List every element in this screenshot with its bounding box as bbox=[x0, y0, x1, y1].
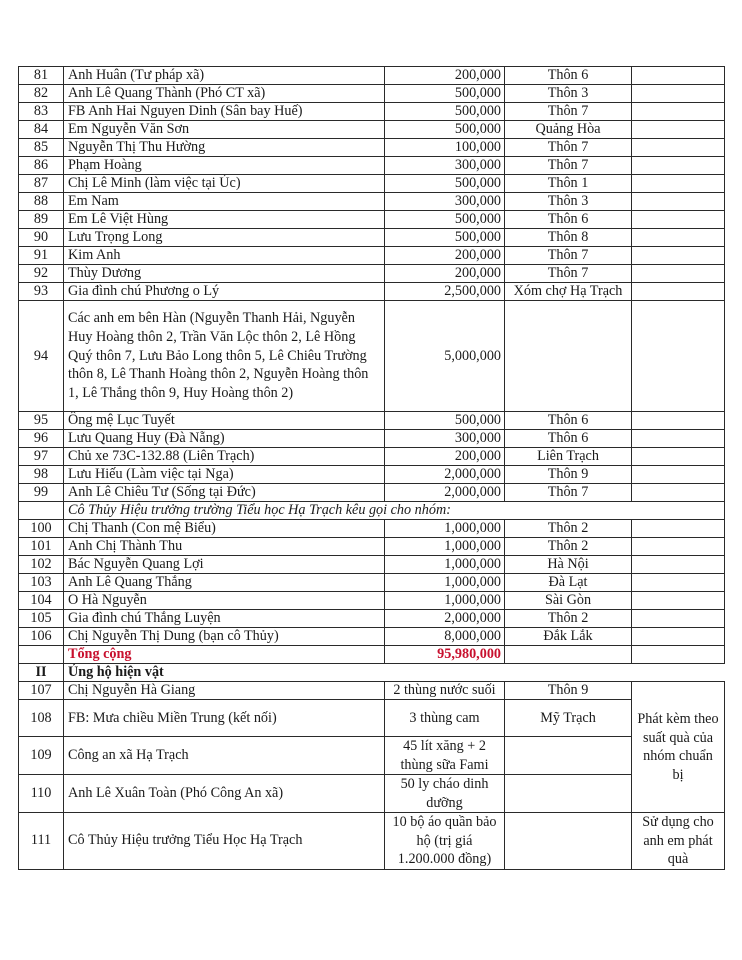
donation-amount: 1,000,000 bbox=[385, 592, 505, 610]
table-row bbox=[19, 412, 725, 430]
note-cell bbox=[632, 157, 725, 175]
row-number: 109 bbox=[19, 737, 64, 775]
donated-item: 3 thùng cam bbox=[385, 700, 505, 737]
donation-amount: 500,000 bbox=[385, 121, 505, 139]
row-number: 83 bbox=[19, 103, 64, 121]
row-number: 99 bbox=[19, 484, 64, 502]
note-cell bbox=[632, 484, 725, 502]
row-number: 106 bbox=[19, 628, 64, 646]
donor-name: Kim Anh bbox=[64, 247, 385, 265]
donation-amount: 200,000 bbox=[385, 247, 505, 265]
donation-amount: 1,000,000 bbox=[385, 538, 505, 556]
donation-amount: 8,000,000 bbox=[385, 628, 505, 646]
row-number: 103 bbox=[19, 574, 64, 592]
section-header-row bbox=[19, 664, 725, 682]
donor-name: Gia đình chú Thắng Luyện bbox=[64, 610, 385, 628]
table-row bbox=[19, 283, 725, 301]
row-number: 81 bbox=[19, 67, 64, 85]
donor-location: Thôn 7 bbox=[505, 484, 632, 502]
table-row bbox=[19, 737, 725, 775]
donor-location bbox=[505, 301, 632, 412]
note-cell bbox=[632, 265, 725, 283]
donor-location: Thôn 2 bbox=[505, 538, 632, 556]
note-cell bbox=[632, 556, 725, 574]
donation-amount: 300,000 bbox=[385, 430, 505, 448]
row-number: 108 bbox=[19, 700, 64, 737]
donation-amount: 500,000 bbox=[385, 211, 505, 229]
donor-location: Thôn 6 bbox=[505, 211, 632, 229]
donation-amount: 1,000,000 bbox=[385, 574, 505, 592]
donor-name: FB Anh Hai Nguyen Dinh (Sân bay Huế) bbox=[64, 103, 385, 121]
donor-name: Chị Nguyễn Thị Dung (bạn cô Thủy) bbox=[64, 628, 385, 646]
donor-location: Thôn 6 bbox=[505, 430, 632, 448]
note-cell bbox=[632, 211, 725, 229]
row-number: 84 bbox=[19, 121, 64, 139]
row-number: 82 bbox=[19, 85, 64, 103]
note-cell bbox=[632, 85, 725, 103]
table-row bbox=[19, 211, 725, 229]
donor-name: Cô Thủy Hiệu trưởng Tiểu Học Hạ Trạch bbox=[64, 813, 385, 870]
table-row bbox=[19, 700, 725, 737]
donor-location: Thôn 7 bbox=[505, 139, 632, 157]
donation-amount: 2,000,000 bbox=[385, 466, 505, 484]
donation-amount: 500,000 bbox=[385, 175, 505, 193]
note-cell bbox=[632, 430, 725, 448]
table-row bbox=[19, 484, 725, 502]
distribution-note: Phát kèm theo suất quà của nhóm chuẩn bị bbox=[632, 682, 725, 813]
donor-name: Anh Lê Xuân Toàn (Phó Công An xã) bbox=[64, 775, 385, 813]
donor-location: Thôn 6 bbox=[505, 412, 632, 430]
table-row bbox=[19, 193, 725, 211]
row-number: 93 bbox=[19, 283, 64, 301]
table-row bbox=[19, 103, 725, 121]
note-cell bbox=[632, 229, 725, 247]
table-row bbox=[19, 247, 725, 265]
table-row bbox=[19, 556, 725, 574]
donor-name: Chị Lê Minh (làm việc tại Úc) bbox=[64, 175, 385, 193]
total-row bbox=[19, 646, 725, 664]
table-row bbox=[19, 628, 725, 646]
table-row bbox=[19, 775, 725, 813]
donor-location: Thôn 6 bbox=[505, 67, 632, 85]
donor-location: Thôn 9 bbox=[505, 466, 632, 484]
donation-amount: 1,000,000 bbox=[385, 556, 505, 574]
donor-name: FB: Mưa chiều Miền Trung (kết nối) bbox=[64, 700, 385, 737]
donor-name: Phạm Hoàng bbox=[64, 157, 385, 175]
donor-name: Các anh em bên Hàn (Nguyễn Thanh Hải, Nguyễn Huy Hoàng thôn 2, Trần Văn Lộc thôn 2, Lê Hồng Quý thôn 7, Lưu Bảo Long thôn 5, Lê Chiêu Trường thôn 8, Lê Thanh Hoàng thôn 2, Nguyễn Hoàng thôn 1, Lê Thắng thôn 9, Huy Hoàng thôn 2) bbox=[64, 301, 385, 412]
donor-location: Thôn 7 bbox=[505, 265, 632, 283]
donor-name: Lưu Quang Huy (Đà Nẵng) bbox=[64, 430, 385, 448]
donor-location: Thôn 2 bbox=[505, 520, 632, 538]
donor-name: Nguyễn Thị Thu Hường bbox=[64, 139, 385, 157]
donation-amount: 200,000 bbox=[385, 265, 505, 283]
table-row bbox=[19, 610, 725, 628]
note-cell bbox=[632, 412, 725, 430]
note-cell bbox=[632, 121, 725, 139]
donation-amount: 500,000 bbox=[385, 229, 505, 247]
donor-name: Thùy Dương bbox=[64, 265, 385, 283]
note-cell bbox=[632, 301, 725, 412]
donor-name: Chị Nguyễn Hà Giang bbox=[64, 682, 385, 700]
donated-item: 45 lít xăng + 2 thùng sữa Fami bbox=[385, 737, 505, 775]
donation-amount: 500,000 bbox=[385, 85, 505, 103]
row-number: 97 bbox=[19, 448, 64, 466]
row-number: 107 bbox=[19, 682, 64, 700]
donor-location: Thôn 9 bbox=[505, 682, 632, 700]
donor-location: Thôn 3 bbox=[505, 193, 632, 211]
donor-name: Anh Lê Chiêu Tư (Sống tại Đức) bbox=[64, 484, 385, 502]
row-number: 105 bbox=[19, 610, 64, 628]
section-number: II bbox=[19, 664, 64, 682]
donor-name: Anh Lê Quang Thành (Phó CT xã) bbox=[64, 85, 385, 103]
row-number bbox=[19, 646, 64, 664]
note-cell bbox=[632, 610, 725, 628]
note-cell bbox=[632, 520, 725, 538]
donor-name: O Hà Nguyễn bbox=[64, 592, 385, 610]
donation-amount: 1,000,000 bbox=[385, 520, 505, 538]
donor-location: Liên Trạch bbox=[505, 448, 632, 466]
note-cell bbox=[632, 646, 725, 664]
group-note-row bbox=[19, 502, 725, 520]
note-cell bbox=[632, 103, 725, 121]
donated-item: 50 ly cháo dinh dưỡng bbox=[385, 775, 505, 813]
donor-location: Thôn 1 bbox=[505, 175, 632, 193]
donor-location: Thôn 3 bbox=[505, 85, 632, 103]
table-row bbox=[19, 813, 725, 870]
row-number: 92 bbox=[19, 265, 64, 283]
donated-item: 2 thùng nước suối bbox=[385, 682, 505, 700]
donor-name: Em Nguyễn Văn Sơn bbox=[64, 121, 385, 139]
note-cell bbox=[632, 574, 725, 592]
table-row bbox=[19, 574, 725, 592]
donor-name: Lưu Trọng Long bbox=[64, 229, 385, 247]
donor-name: Anh Lê Quang Thắng bbox=[64, 574, 385, 592]
table-row bbox=[19, 520, 725, 538]
row-number: 87 bbox=[19, 175, 64, 193]
donor-location: Thôn 2 bbox=[505, 610, 632, 628]
donor-location: Sài Gòn bbox=[505, 592, 632, 610]
donor-location bbox=[505, 775, 632, 813]
row-number: 111 bbox=[19, 813, 64, 870]
donor-location: Mỹ Trạch bbox=[505, 700, 632, 737]
total-amount: 95,980,000 bbox=[385, 646, 505, 664]
row-number: 94 bbox=[19, 301, 64, 412]
table-row bbox=[19, 85, 725, 103]
note-cell bbox=[632, 67, 725, 85]
donor-location: Hà Nội bbox=[505, 556, 632, 574]
donation-amount: 100,000 bbox=[385, 139, 505, 157]
note-cell bbox=[632, 628, 725, 646]
donor-location: Quảng Hòa bbox=[505, 121, 632, 139]
donor-location bbox=[505, 646, 632, 664]
donor-location bbox=[505, 813, 632, 870]
table-row bbox=[19, 175, 725, 193]
donation-amount: 2,000,000 bbox=[385, 610, 505, 628]
row-number: 100 bbox=[19, 520, 64, 538]
table-row bbox=[19, 67, 725, 85]
table-row bbox=[19, 448, 725, 466]
donor-name: Công an xã Hạ Trạch bbox=[64, 737, 385, 775]
donation-amount: 300,000 bbox=[385, 193, 505, 211]
table-row bbox=[19, 301, 725, 412]
row-number bbox=[19, 502, 64, 520]
row-number: 86 bbox=[19, 157, 64, 175]
donor-name: Anh Chị Thành Thu bbox=[64, 538, 385, 556]
note-cell bbox=[632, 448, 725, 466]
note-cell bbox=[632, 247, 725, 265]
donor-location: Xóm chợ Hạ Trạch bbox=[505, 283, 632, 301]
table-row bbox=[19, 430, 725, 448]
note-cell bbox=[632, 466, 725, 484]
row-number: 101 bbox=[19, 538, 64, 556]
note-cell bbox=[632, 592, 725, 610]
row-number: 104 bbox=[19, 592, 64, 610]
donor-name: Em Nam bbox=[64, 193, 385, 211]
table-row bbox=[19, 139, 725, 157]
row-number: 95 bbox=[19, 412, 64, 430]
table-row bbox=[19, 229, 725, 247]
row-number: 102 bbox=[19, 556, 64, 574]
donor-name: Anh Huân (Tư pháp xã) bbox=[64, 67, 385, 85]
note-cell bbox=[632, 139, 725, 157]
row-number: 98 bbox=[19, 466, 64, 484]
table-row bbox=[19, 538, 725, 556]
donation-amount: 2,500,000 bbox=[385, 283, 505, 301]
note-cell bbox=[632, 175, 725, 193]
donor-name: Ông mệ Lục Tuyết bbox=[64, 412, 385, 430]
row-number: 91 bbox=[19, 247, 64, 265]
donor-location: Đắk Lắk bbox=[505, 628, 632, 646]
donor-location: Thôn 7 bbox=[505, 247, 632, 265]
row-number: 85 bbox=[19, 139, 64, 157]
table-row bbox=[19, 265, 725, 283]
row-number: 110 bbox=[19, 775, 64, 813]
row-number: 89 bbox=[19, 211, 64, 229]
row-number: 88 bbox=[19, 193, 64, 211]
donor-name: Chủ xe 73C-132.88 (Liên Trạch) bbox=[64, 448, 385, 466]
table-row bbox=[19, 592, 725, 610]
donation-amount: 200,000 bbox=[385, 67, 505, 85]
note-cell bbox=[632, 193, 725, 211]
table-row bbox=[19, 121, 725, 139]
total-label: Tổng cộng bbox=[64, 646, 385, 664]
section-title: Ủng hộ hiện vật bbox=[64, 664, 725, 682]
donation-amount: 5,000,000 bbox=[385, 301, 505, 412]
row-number: 96 bbox=[19, 430, 64, 448]
donation-amount: 300,000 bbox=[385, 157, 505, 175]
table-row bbox=[19, 682, 725, 700]
donation-amount: 2,000,000 bbox=[385, 484, 505, 502]
donor-location: Thôn 8 bbox=[505, 229, 632, 247]
donor-location: Thôn 7 bbox=[505, 103, 632, 121]
note-cell bbox=[632, 283, 725, 301]
donor-location: Đà Lạt bbox=[505, 574, 632, 592]
donor-name: Bác Nguyễn Quang Lợi bbox=[64, 556, 385, 574]
distribution-note: Sử dụng cho anh em phát quà bbox=[632, 813, 725, 870]
donor-location bbox=[505, 737, 632, 775]
donation-amount: 500,000 bbox=[385, 103, 505, 121]
donated-item: 10 bộ áo quần bảo hộ (trị giá 1.200.000 đồng) bbox=[385, 813, 505, 870]
donor-location: Thôn 7 bbox=[505, 157, 632, 175]
donation-table bbox=[18, 66, 725, 870]
note-cell bbox=[632, 538, 725, 556]
donor-name: Em Lê Việt Hùng bbox=[64, 211, 385, 229]
table-row bbox=[19, 157, 725, 175]
donor-name: Lưu Hiếu (Làm việc tại Nga) bbox=[64, 466, 385, 484]
donor-name: Chị Thanh (Con mệ Biểu) bbox=[64, 520, 385, 538]
table-row bbox=[19, 466, 725, 484]
group-note: Cô Thủy Hiệu trưởng trường Tiểu học Hạ Trạch kêu gọi cho nhóm: bbox=[64, 502, 725, 520]
donation-amount: 200,000 bbox=[385, 448, 505, 466]
row-number: 90 bbox=[19, 229, 64, 247]
donation-amount: 500,000 bbox=[385, 412, 505, 430]
donor-name: Gia đình chú Phương o Lý bbox=[64, 283, 385, 301]
